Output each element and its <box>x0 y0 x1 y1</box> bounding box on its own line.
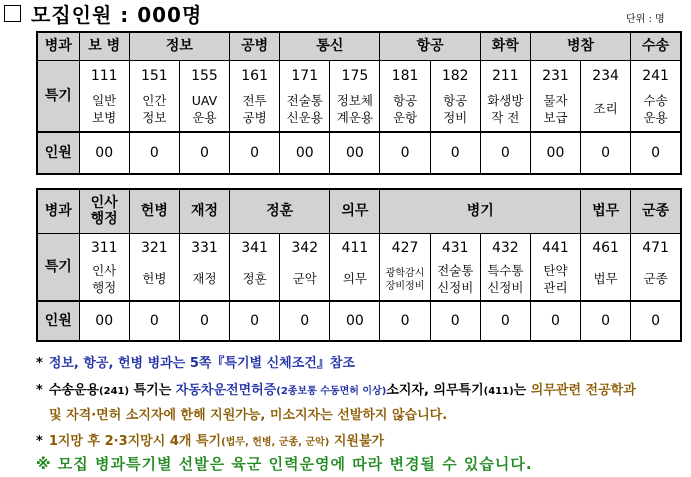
count-label: 인원 <box>37 301 79 341</box>
group-header: 정보 <box>129 32 229 60</box>
count-label: 인원 <box>37 132 79 174</box>
specialty-name: 인사 행정 <box>79 259 129 301</box>
specialty-code: 161 <box>230 60 280 88</box>
recruit-table-2 <box>36 188 682 342</box>
specialty-code: 182 <box>430 60 480 88</box>
specialty-code: 151 <box>129 60 179 88</box>
note-change-notice: ※ 모집 병과특기별 선발은 육군 인력운영에 따라 변경될 수 있습니다. <box>36 455 533 473</box>
specialty-code: 234 <box>581 60 631 88</box>
name-row <box>37 259 681 301</box>
count-cell: 0 <box>230 132 280 174</box>
group-header: 헌병 <box>129 189 179 233</box>
count-cell: 0 <box>480 301 530 341</box>
count-cell: 0 <box>380 132 430 174</box>
specialty-code: 155 <box>179 60 229 88</box>
group-header-line: 행정 <box>90 211 118 228</box>
specialty-name: 특수통 신정비 <box>480 259 530 301</box>
count-cell: 00 <box>330 132 380 174</box>
page-title <box>4 0 202 26</box>
group-header-line: 인사 <box>90 195 118 212</box>
specialty-code: 241 <box>631 60 681 88</box>
specialty-code: 432 <box>480 233 530 259</box>
specialty-name: UAV 운용 <box>179 88 229 132</box>
specialty-code: 471 <box>631 233 681 259</box>
specialty-name: 일반 보병 <box>79 88 129 132</box>
specialty-code: 175 <box>330 60 380 88</box>
specialty-code: 211 <box>480 60 530 88</box>
count-cell: 0 <box>631 301 681 341</box>
specialty-name: 항공 정비 <box>430 88 480 132</box>
table-header-row <box>37 189 681 233</box>
count-cell: 0 <box>581 132 631 174</box>
specialty-name: 인간 정보 <box>129 88 179 132</box>
specialty-name: 군종 <box>631 259 681 301</box>
count-cell: 0 <box>631 132 681 174</box>
name-row <box>37 88 681 132</box>
count-cell: 00 <box>79 301 129 341</box>
code-row <box>37 60 681 88</box>
unit-label: 단위 : 명 <box>626 14 665 25</box>
specialty-name: 광학감시 장비정비 <box>380 259 430 301</box>
count-row <box>37 132 681 174</box>
specialty-code: 331 <box>179 233 229 259</box>
specialty-code: 321 <box>129 233 179 259</box>
count-cell: 0 <box>430 132 480 174</box>
specialty-code: 411 <box>330 233 380 259</box>
count-cell: 00 <box>530 132 580 174</box>
count-cell: 0 <box>581 301 631 341</box>
checkbox-square-icon <box>4 5 21 22</box>
specialty-code: 171 <box>280 60 330 88</box>
count-cell: 0 <box>179 301 229 341</box>
specialty-code: 181 <box>380 60 430 88</box>
specialty-name: 항공 운항 <box>380 88 430 132</box>
count-cell: 0 <box>129 132 179 174</box>
recruit-table-1 <box>36 31 682 175</box>
specialty-name: 조리 <box>581 88 631 132</box>
group-header: 병기 <box>380 189 581 233</box>
count-cell: 00 <box>330 301 380 341</box>
specialty-name: 탄약 관리 <box>530 259 580 301</box>
specialty-name: 법무 <box>581 259 631 301</box>
group-header: 수송 <box>631 32 681 60</box>
specialty-name: 화생방 작 전 <box>480 88 530 132</box>
count-cell: 0 <box>129 301 179 341</box>
branch-header: 병과 <box>37 32 79 60</box>
specialty-name: 의무 <box>330 259 380 301</box>
specialty-name: 재정 <box>179 259 229 301</box>
count-cell: 0 <box>230 301 280 341</box>
group-header: 공병 <box>230 32 280 60</box>
specialty-code: 441 <box>530 233 580 259</box>
group-header: 보 병 <box>79 32 129 60</box>
branch-header: 병과 <box>37 189 79 233</box>
note-license-line2: 및 자격·면허 소지자에 한해 지원가능, 미소지자는 선발하지 않습니다. <box>49 408 448 423</box>
count-cell: 0 <box>480 132 530 174</box>
specialty-code: 111 <box>79 60 129 88</box>
group-header: 의무 <box>330 189 380 233</box>
specialty-name: 수송 운용 <box>631 88 681 132</box>
page-title-text: 모집인원 : 000명 <box>31 2 203 27</box>
specialty-name: 전술통 신운용 <box>280 88 330 132</box>
count-row <box>37 301 681 341</box>
group-header: 법무 <box>581 189 631 233</box>
specialty-code: 461 <box>581 233 631 259</box>
note-physical: * 정보, 항공, 헌병 병과는 5쪽『특기별 신체조건』참조 <box>36 356 355 371</box>
specialty-name: 정훈 <box>230 259 280 301</box>
specialty-name: 군악 <box>280 259 330 301</box>
note-license: * 수송운용(241) 특기는 자동차운전면허증(2종보통 수동면허 이상)소지자, 의무특기(411)는 의무관련 전공학과 <box>36 383 636 398</box>
specialty-name: 헌병 <box>129 259 179 301</box>
specialty-name: 물자 보급 <box>530 88 580 132</box>
count-cell: 0 <box>380 301 430 341</box>
group-header: 화학 <box>480 32 530 60</box>
specialty-name: 전투 공병 <box>230 88 280 132</box>
specialty-code: 231 <box>530 60 580 88</box>
specialty-code: 431 <box>430 233 480 259</box>
count-cell: 0 <box>430 301 480 341</box>
specialty-code: 341 <box>230 233 280 259</box>
count-cell: 0 <box>280 301 330 341</box>
specialty-code: 427 <box>380 233 430 259</box>
specialty-label: 특기 <box>37 233 79 301</box>
count-cell: 00 <box>280 132 330 174</box>
group-header: 정훈 <box>230 189 330 233</box>
specialty-label: 특기 <box>37 60 79 132</box>
group-header: 재정 <box>179 189 229 233</box>
note-choice: * 1지망 후 2·3지망시 4개 특기(법무, 헌병, 군종, 군악) 지원불가 <box>36 434 385 449</box>
specialty-code: 342 <box>280 233 330 259</box>
group-header: 병참 <box>530 32 630 60</box>
group-header: 항공 <box>380 32 480 60</box>
specialty-code: 311 <box>79 233 129 259</box>
group-header: 통신 <box>280 32 380 60</box>
code-row <box>37 233 681 259</box>
group-header <box>79 189 129 233</box>
group-header: 군종 <box>631 189 681 233</box>
count-cell: 00 <box>79 132 129 174</box>
count-cell: 0 <box>530 301 580 341</box>
specialty-name: 정보체 계운용 <box>330 88 380 132</box>
specialty-name: 전술통 신정비 <box>430 259 480 301</box>
table-header-row <box>37 32 681 60</box>
count-cell: 0 <box>179 132 229 174</box>
